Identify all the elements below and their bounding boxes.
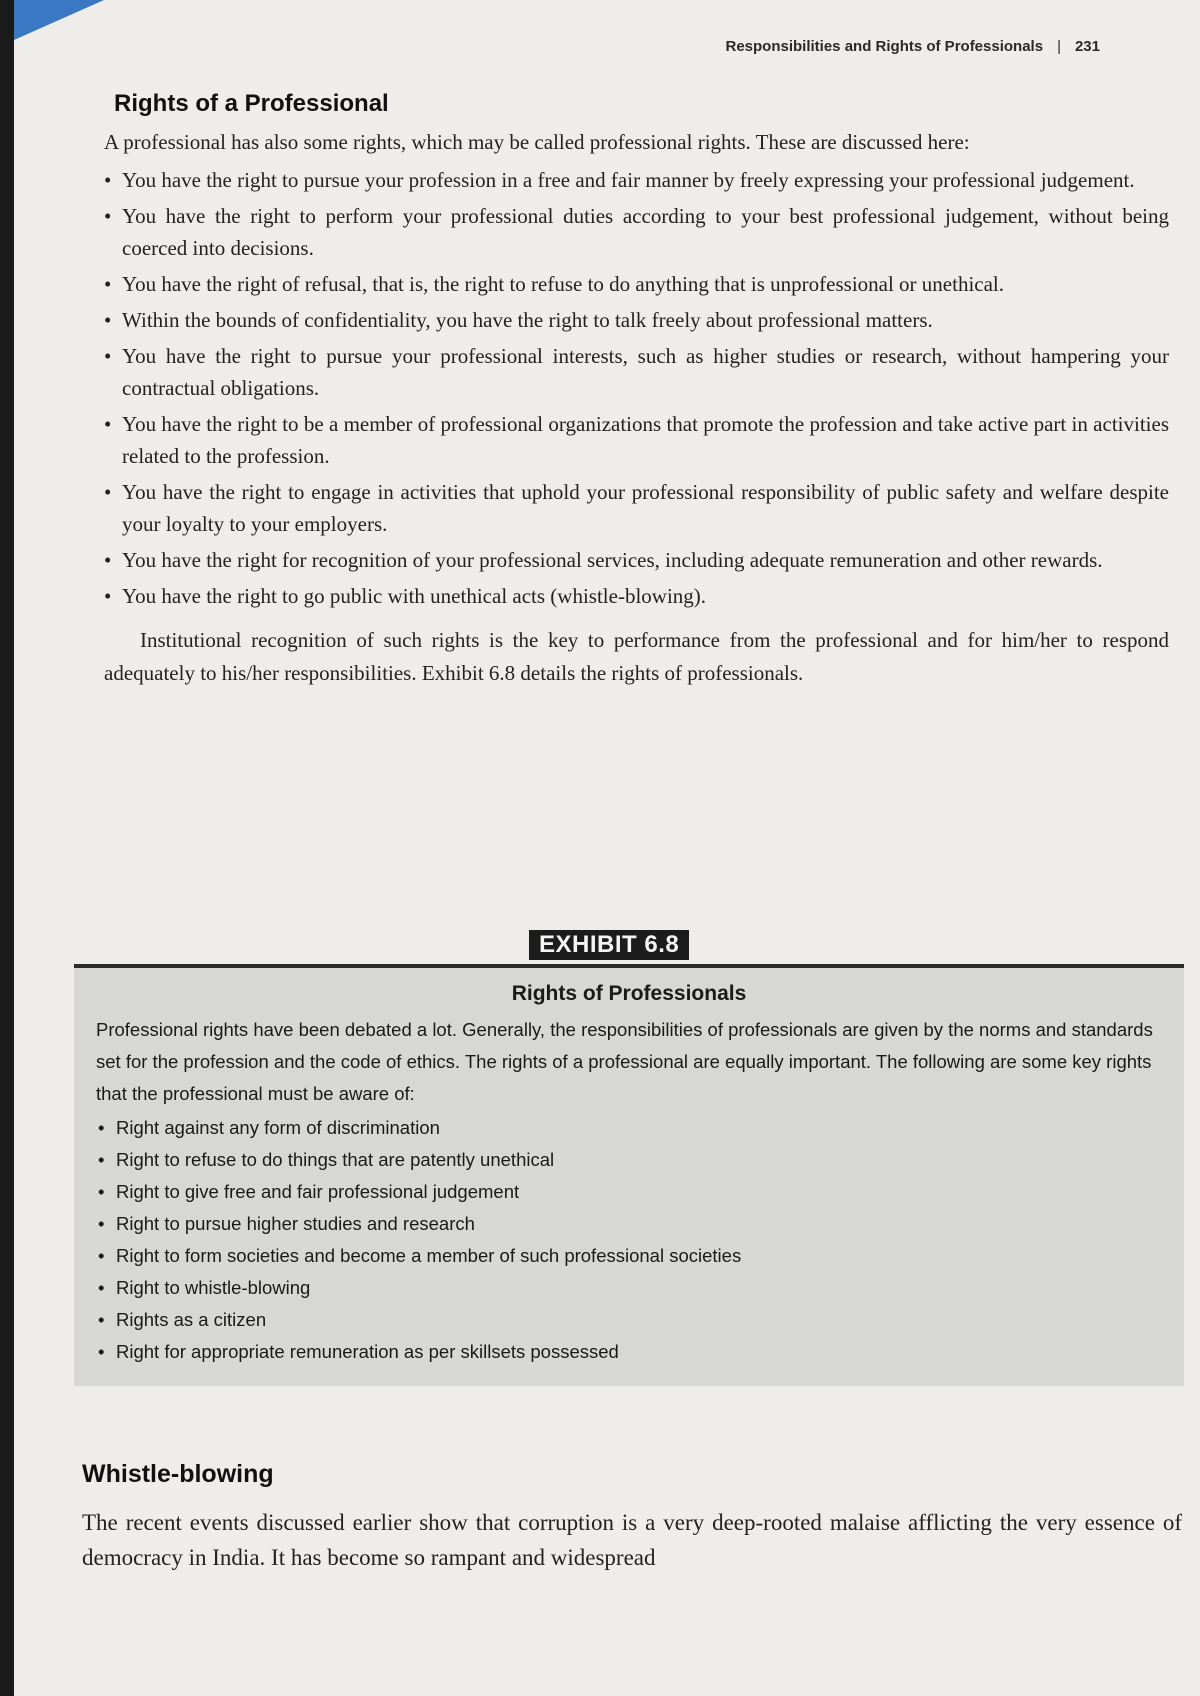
- list-item: • Right to pursue higher studies and research: [96, 1208, 1162, 1240]
- list-item: • Right for appropriate remuneration as per skillsets possessed: [96, 1336, 1162, 1368]
- bullet-icon: •: [104, 272, 112, 296]
- list-item: • Right to whistle-blowing: [96, 1272, 1162, 1304]
- list-item: • Right to give free and fair professional judgement: [96, 1176, 1162, 1208]
- bullet-icon: •: [98, 1309, 105, 1330]
- exhibit-list: [96, 1112, 1162, 1368]
- exhibit-intro: Professional rights have been debated a lot. Generally, the responsibilities of professionals are given by the norms and standards set for the profession and the code of ethics. The rights of a professional are equally important. The following are some key rights that the professional must be aware of:: [96, 1019, 1153, 1104]
- bullet-icon: •: [98, 1117, 105, 1138]
- list-item: • You have the right of refusal, that is, the right to refuse to do anything that is unprofessional or unethical.: [104, 268, 1169, 300]
- exhibit-title: Rights of Professionals: [511, 982, 747, 1005]
- bullet-icon: •: [98, 1213, 105, 1234]
- exhibit-label: EXHIBIT 6.8: [529, 930, 689, 960]
- book-page: [14, 0, 1200, 1696]
- bullet-icon: •: [98, 1341, 105, 1362]
- bullet-icon: •: [104, 548, 112, 572]
- whistleblowing-heading: Whistle-blowing: [82, 1460, 274, 1488]
- bullet-icon: •: [104, 308, 112, 332]
- bullet-icon: •: [104, 584, 112, 608]
- list-item: • Rights as a citizen: [96, 1304, 1162, 1336]
- section-intro: A professional has also some rights, which may be called professional rights. These are discussed here:: [104, 130, 970, 154]
- list-item: • You have the right to engage in activities that uphold your professional responsibility of public safety and welfare despite your loyalty to your employers.: [104, 476, 1169, 540]
- bullet-icon: •: [104, 412, 112, 436]
- list-item: • Right to form societies and become a member of such professional societies: [96, 1240, 1162, 1272]
- list-item: • Right to refuse to do things that are patently unethical: [96, 1144, 1162, 1176]
- section-heading: Rights of a Professional: [114, 90, 389, 117]
- page-corner-tab: [14, 0, 104, 40]
- list-item: • You have the right to pursue your professional interests, such as higher studies or research, without hampering your contractual obligations.: [104, 340, 1169, 404]
- list-item: • You have the right to pursue your profession in a free and fair manner by freely expressing your professional judgement.: [104, 164, 1169, 196]
- list-item: • You have the right to go public with unethical acts (whistle-blowing).: [104, 580, 1169, 612]
- bullet-icon: •: [98, 1277, 105, 1298]
- page-number: 231: [1074, 38, 1100, 55]
- bullet-icon: •: [98, 1149, 105, 1170]
- list-item: • Right against any form of discrimination: [96, 1112, 1162, 1144]
- bullet-icon: •: [104, 168, 112, 192]
- running-title: Responsibilities and Rights of Professionals: [725, 38, 1044, 55]
- running-header: [726, 38, 1101, 55]
- list-item: • You have the right to perform your professional duties according to your best professional judgement, without being coerced into decisions.: [104, 200, 1169, 264]
- exhibit-box: [74, 930, 1184, 1386]
- bullet-icon: •: [98, 1181, 105, 1202]
- list-item: • You have the right for recognition of your professional services, including adequate remuneration and other rewards.: [104, 544, 1169, 576]
- list-item: • Within the bounds of confidentiality, you have the right to talk freely about professional matters.: [104, 304, 1169, 336]
- closing-paragraph: Institutional recognition of such rights is the key to performance from the professional and for him/her to respond adequately to his/her responsibilities. Exhibit 6.8 details the rights of professionals.: [104, 628, 1169, 685]
- bullet-icon: •: [104, 204, 112, 228]
- whistleblowing-section: [82, 1460, 1182, 1575]
- rights-list: [104, 164, 1169, 612]
- bullet-icon: •: [98, 1245, 105, 1266]
- bullet-icon: •: [104, 480, 112, 504]
- header-separator: |: [1057, 38, 1061, 55]
- main-content: [104, 90, 1169, 690]
- whistleblowing-text: The recent events discussed earlier show that corruption is a very deep-rooted malaise afflicting the very essence of democracy in India. It has become so rampant and widespread: [82, 1510, 1182, 1570]
- bullet-icon: •: [104, 344, 112, 368]
- list-item: • You have the right to be a member of professional organizations that promote the profession and take active part in activities related to the profession.: [104, 408, 1169, 472]
